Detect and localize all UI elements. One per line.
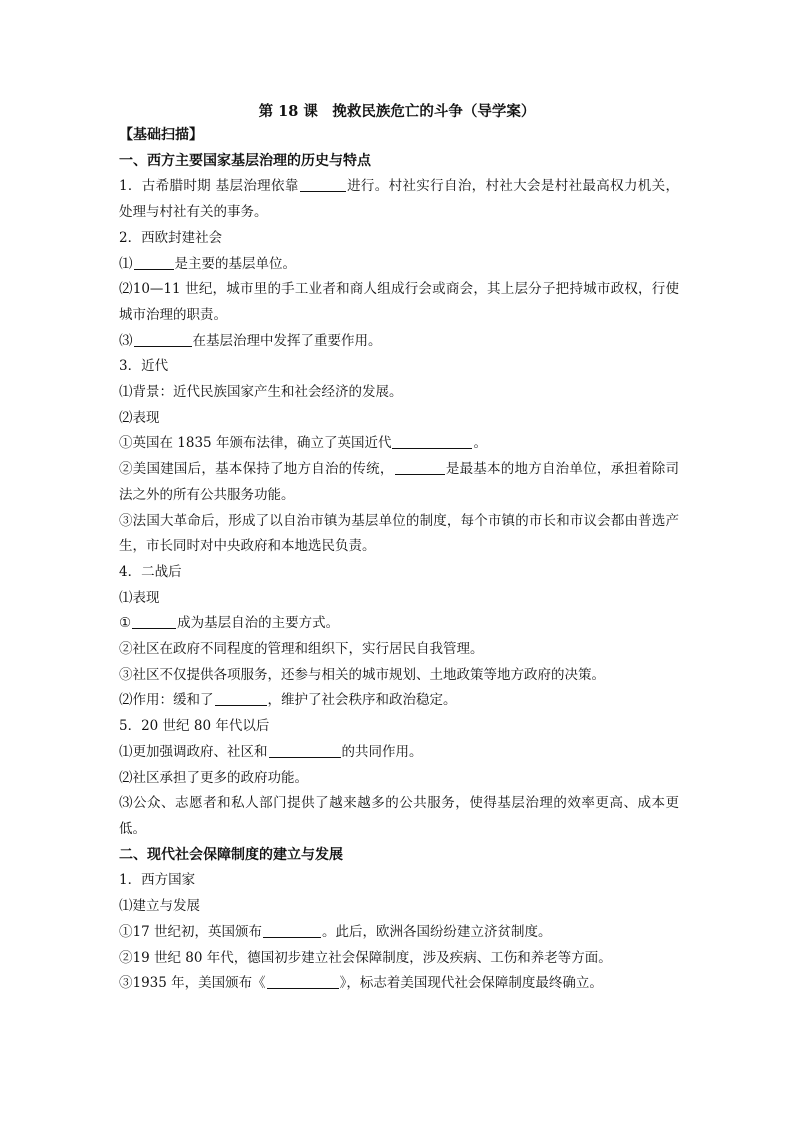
- fill-blank[interactable]: [392, 434, 472, 449]
- para-3-2: ⑵表现: [119, 409, 160, 426]
- text: 是最基本的地方自治单位，承担着除司法之外的所有公共服务功能。: [119, 461, 680, 503]
- fill-blank[interactable]: [215, 691, 267, 706]
- para-2-2: ⑵10—11 世纪，城市里的手工业者和商人组成行会或商会，其上层分子把持城市政权，行使城市治理的职责。: [119, 281, 679, 323]
- text: ⑴: [119, 255, 133, 272]
- para-3-2-3: ③法国大革命后，形成了以自治市镇为基层单位的制度，每个市镇的市长和市议会都由普选产生，市长同时对中央政府和本地选民负责。: [119, 512, 679, 555]
- fill-blank[interactable]: [395, 460, 445, 475]
- text: ①: [119, 615, 132, 632]
- heading-1: 一、西方主要国家基层治理的历史与特点: [119, 152, 371, 169]
- text: 的共同作用。: [341, 743, 423, 760]
- para-4-2: [119, 688, 679, 714]
- text: ⑴更加强调政府、社区和: [119, 743, 268, 760]
- document-body: [119, 123, 679, 997]
- fill-blank[interactable]: [263, 923, 321, 938]
- text: ，维护了社会秩序和政治稳定。: [267, 692, 457, 709]
- text: ⑶: [119, 332, 133, 349]
- section-tag: 【基础扫描】: [119, 127, 203, 143]
- para-q1-1-2: ②19 世纪 80 年代，德国初步建立社会保障制度，涉及疾病、工伤和养老等方面。: [119, 949, 612, 966]
- fill-blank[interactable]: [269, 743, 341, 758]
- para-3-2-2: [119, 457, 679, 508]
- para-5-2: ⑵社区承担了更多的政府功能。: [119, 769, 308, 786]
- text: 进行。村社实行自治，村社大会是村社最高权力机关，处理与村社有关的事务。: [119, 178, 679, 221]
- para-3-2-1: [119, 431, 679, 457]
- para-3-1: ⑴背景：近代民族国家产生和社会经济的发展。: [119, 384, 403, 401]
- para-4-1-2: ②社区在政府不同程度的管理和组织下，实行居民自我管理。: [119, 641, 484, 658]
- text: ①英国在 1835 年颁布法律，确立了英国近代: [119, 435, 392, 452]
- para-q1-1-1: [119, 920, 679, 946]
- para-q1-1-3: [119, 971, 679, 997]
- para-q1: 1．西方国家: [119, 872, 196, 889]
- text: 是主要的基层单位。: [174, 255, 296, 272]
- para-4-1: ⑴表现: [119, 589, 160, 606]
- para-1: [119, 174, 679, 225]
- text: 成为基层自治的主要方式。: [177, 615, 340, 632]
- text: 。此后，欧洲各国纷纷建立济贫制度。: [321, 923, 552, 940]
- para-4-1-3: ③社区不仅提供各项服务，还参与相关的城市规划、土地政策等地方政府的决策。: [119, 666, 605, 683]
- heading-2: 二、现代社会保障制度的建立与发展: [119, 846, 343, 863]
- fill-blank[interactable]: [132, 614, 176, 629]
- para-2-1: [119, 252, 679, 278]
- para-2-3: [119, 329, 679, 355]
- para-5-1: [119, 740, 679, 766]
- para-2: 2．西欧封建社会: [119, 229, 223, 246]
- text: ②美国建国后，基本保持了地方自治的传统，: [119, 461, 394, 478]
- para-4: 4．二战后: [119, 563, 182, 580]
- fill-blank[interactable]: [134, 255, 174, 270]
- para-5: 5．20 世纪 80 年代以后: [119, 718, 270, 735]
- text: 》，标志着美国现代社会保障制度最终确立。: [339, 975, 603, 992]
- text: ①17 世纪初，英国颁布: [119, 923, 262, 940]
- para-4-1-1: [119, 611, 679, 637]
- text: ⑵作用：缓和了: [119, 692, 214, 709]
- para-5-3: ⑶公众、志愿者和私人部门提供了越来越多的公共服务，使得基层治理的效率更高、成本更低。: [119, 795, 679, 837]
- text: 在基层治理中发挥了重要作用。: [192, 332, 382, 349]
- text: ③1935 年，美国颁布《: [119, 975, 266, 992]
- fill-blank[interactable]: [134, 332, 192, 347]
- text: 。: [473, 435, 487, 452]
- fill-blank[interactable]: [267, 974, 339, 989]
- lesson-title: 第 18 课 挽救民族危亡的斗争（导学案）: [258, 103, 536, 120]
- fill-blank[interactable]: [300, 177, 346, 192]
- para-q1-1: ⑴建立与发展: [119, 898, 200, 915]
- text: 1．古希腊时期 基层治理依靠: [119, 178, 299, 195]
- para-3: 3．近代: [119, 358, 169, 375]
